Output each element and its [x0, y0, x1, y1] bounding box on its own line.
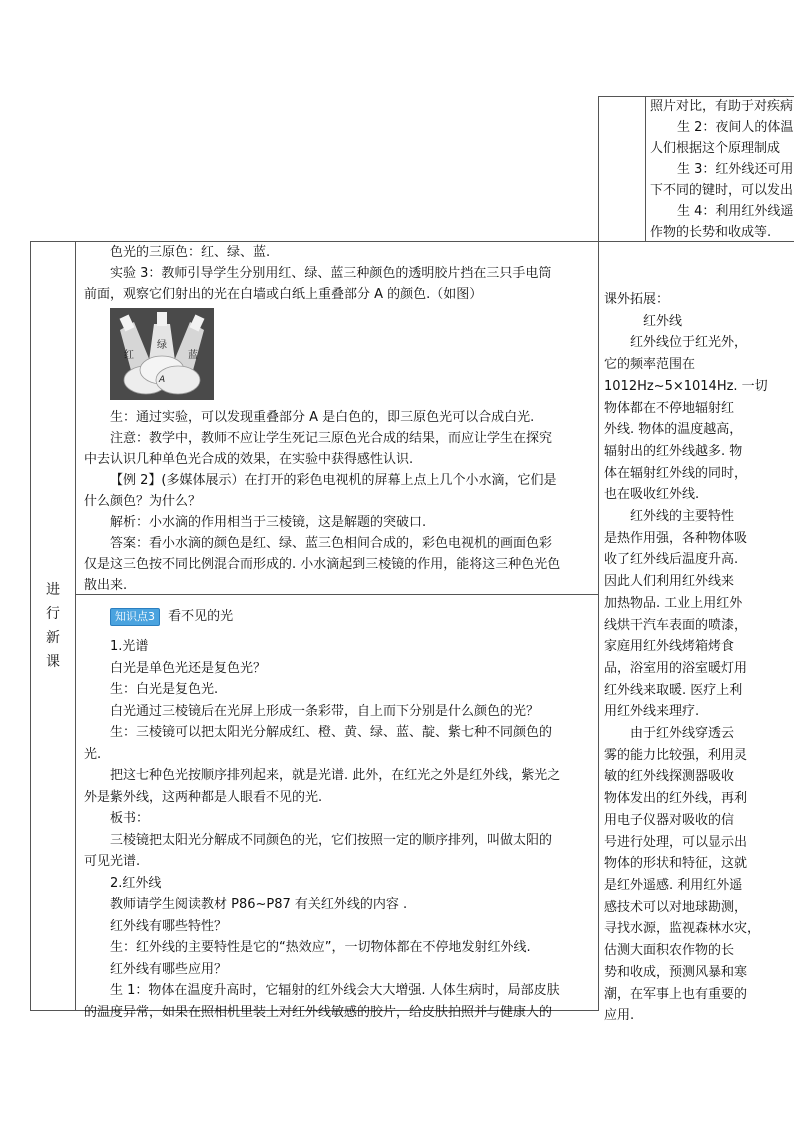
paragraph-line: 红外线有哪些应用？	[110, 961, 228, 977]
sidebar-line: 物体发出的红外线，再利	[604, 791, 748, 807]
rgb-experiment-figure	[110, 308, 214, 400]
sidebar-line: 估测大面积农作物的长	[604, 943, 735, 959]
paragraph-line: 答案：看小水滴的颜色是红、绿、蓝三色相间合成的，彩色电视机的画面色彩	[110, 536, 553, 551]
row-header-char: 行	[46, 606, 60, 622]
row-header-char: 课	[46, 654, 60, 670]
paragraph-line: 解析：小水滴的作用相当于三棱镜，这是解题的突破口.	[110, 515, 427, 530]
section-a-continued	[84, 407, 592, 596]
sidebar-line: 也在吸收红外线.	[604, 487, 700, 503]
subheading: 2.红外线	[110, 875, 162, 891]
flashlight-green	[157, 312, 167, 326]
paragraph-line: 色光的三原色：红、绿、蓝.	[110, 245, 271, 260]
content-right-border	[598, 241, 599, 1011]
paragraph-line: 散出来.	[84, 578, 128, 593]
paragraph-line: 什么颜色？为什么？	[84, 494, 202, 509]
knowledge-point-badge: 知识点3	[110, 608, 160, 626]
sidebar-line: 体在辐射红外线的同时，	[604, 465, 748, 481]
top-table-text	[650, 96, 794, 243]
sidebar-title: 红外线	[643, 313, 683, 329]
sidebar-line: 是热作用强，各种物体吸	[604, 530, 748, 546]
sidebar-heading: 课外拓展：	[604, 292, 670, 307]
sidebar-line: 由于红外线穿透云	[630, 726, 735, 742]
row-header-char: 新	[46, 630, 60, 646]
sidebar-line: 是红外遥感. 利用红外遥	[604, 877, 743, 893]
paragraph-line: 实验 3：教师引导学生分别用红、绿、蓝三种颜色的透明胶片挡在三只手电筒	[110, 266, 552, 281]
sidebar-line: 外线. 物体的温度越高，	[604, 422, 743, 438]
sidebar-line: 势和收成，预测风暴和寒	[604, 964, 748, 980]
paragraph-line: 生：三棱镜可以把太阳光分解成红、橙、黄、绿、蓝、靛、紫七种不同颜色的	[110, 725, 553, 740]
top-line: 生 4：利用红外线遥	[677, 204, 794, 219]
top-line: 下不同的键时，可以发出	[650, 183, 794, 198]
paragraph-line: 前面，观察它们射出的光在白墙或白纸上重叠部分 A 的颜色.（如图）	[84, 287, 483, 302]
sidebar-line: 1012Hz~5×1014Hz. 一切	[604, 378, 768, 394]
paragraph-line: 教师请学生阅读教材 P86~P87 有关红外线的内容 .	[110, 897, 408, 912]
top-line: 生 2：夜间人的体温	[677, 120, 794, 135]
top-line: 生 3：红外线还可用	[677, 162, 794, 177]
sidebar-extension	[604, 289, 768, 1027]
label-red: 红	[124, 350, 134, 361]
sidebar-line: 因此人们利用红外线来	[604, 574, 735, 590]
section-b	[84, 636, 592, 1023]
sidebar-line: 品，浴室用的浴室暖灯用	[604, 660, 748, 676]
sidebar-line: 应用.	[604, 1008, 635, 1024]
paragraph-line: 可见光谱.	[84, 854, 141, 869]
top-table-left-border	[598, 96, 599, 242]
paragraph-line: 注意：教学中，教师不应让学生死记三原色光合成的结果，而应让学生在探究	[110, 431, 553, 446]
sidebar-line: 加热物品. 工业上用红外	[604, 595, 743, 611]
paragraph-line: 三棱镜把太阳光分解成不同颜色的光，它们按照一定的顺序排列，叫做太阳的	[110, 832, 553, 848]
sidebar-line: 物体都在不停地辐射红	[604, 400, 735, 416]
sidebar-line: 家庭用红外线烤箱烤食	[604, 639, 735, 655]
row-header-char: 进	[46, 582, 60, 598]
sidebar-line: 红外线位于红光外，	[630, 335, 748, 351]
row-header	[31, 578, 75, 674]
paragraph-line: 把这七种色光按顺序排列起来，就是光谱. 此外，在红光之外是红外线，紫光之	[110, 768, 561, 783]
top-table-inner-border	[645, 96, 646, 242]
sidebar-line: 感技术可以对地球勘测，	[604, 899, 748, 915]
top-line: 人们根据这个原理制成	[650, 141, 781, 156]
label-green: 绿	[157, 340, 167, 351]
paragraph-line: 光.	[84, 746, 102, 762]
top-line: 作物的长势和收成等.	[650, 225, 772, 240]
sidebar-line: 收了红外线后温度升高.	[604, 552, 739, 568]
paragraph-line: 外是紫外线，这两种都是人眼看不见的光.	[84, 789, 323, 805]
sidebar-line: 寻找水源，监视森林水灾，	[604, 921, 761, 937]
label-overlap-a: A	[159, 375, 166, 385]
sidebar-line: 物体的形状和特征，这就	[604, 856, 748, 872]
sidebar-line: 红外线的主要特性	[630, 509, 735, 525]
paragraph-line: 生：红外线的主要特性是它的“热效应”，一切物体都在不停地发射红外线.	[110, 940, 531, 955]
paragraph-line: 生：白光是复色光.	[110, 682, 219, 697]
section-a	[84, 242, 592, 305]
flashlight-illustration	[110, 308, 214, 400]
paragraph-line: 板书：	[110, 811, 150, 826]
paragraph-line: 仅是这三色按不同比例混合而形成的. 小水滴起到三棱镜的作用，能将这三种色光色	[84, 557, 561, 572]
sidebar-line: 敏的红外线探测器吸收	[604, 769, 735, 785]
label-blue: 蓝	[188, 350, 198, 361]
sidebar-line: 线烘干汽车表面的喷漆，	[604, 617, 748, 633]
header-col-border	[75, 241, 76, 1011]
paragraph-line: 中去认识几种单色光合成的效果，在实验中获得感性认识.	[84, 452, 414, 467]
paragraph-line: 红外线有哪些特性？	[110, 918, 228, 934]
sidebar-line: 辐射出的红外线越多. 物	[604, 443, 743, 459]
knowledge-point-title: 看不见的光	[168, 609, 234, 624]
sidebar-line: 它的频率范围在	[604, 357, 696, 373]
top-line: 照片对比，有助于对疾病	[650, 99, 794, 114]
paragraph-line: 生：通过实验，可以发现重叠部分 A 是白色的，即三原色光可以合成白光.	[110, 410, 535, 425]
knowledge-point-header	[110, 605, 233, 627]
paragraph-line: 生 1：物体在温度升高时，它辐射的红外线会大大增强. 人体生病时，局部皮肤	[110, 983, 560, 998]
paragraph-line: 【例 2】(多媒体展示）在打开的彩色电视机的屏幕上点上几个小水滴，它们是	[110, 473, 557, 488]
sidebar-line: 用电子仪器对吸收的信	[604, 812, 735, 828]
sidebar-line: 雾的能力比较强，利用灵	[604, 747, 748, 763]
paragraph-line: 的温度异常，如果在照相机里装上对红外线敏感的胶片，给皮肤拍照并与健康人的	[84, 1004, 553, 1020]
sidebar-line: 用红外线来理疗.	[604, 704, 700, 720]
sidebar-line: 红外线来取暖. 医疗上利	[604, 682, 743, 698]
paragraph-line: 白光是单色光还是复色光？	[110, 660, 267, 676]
subheading: 1.光谱	[110, 639, 149, 654]
sidebar-line: 潮，在军事上也有重要的	[604, 986, 748, 1002]
paragraph-line: 白光通过三棱镜后在光屏上形成一条彩带，自上而下分别是什么颜色的光？	[110, 703, 540, 719]
sidebar-line: 号进行处理，可以显示出	[604, 834, 748, 850]
